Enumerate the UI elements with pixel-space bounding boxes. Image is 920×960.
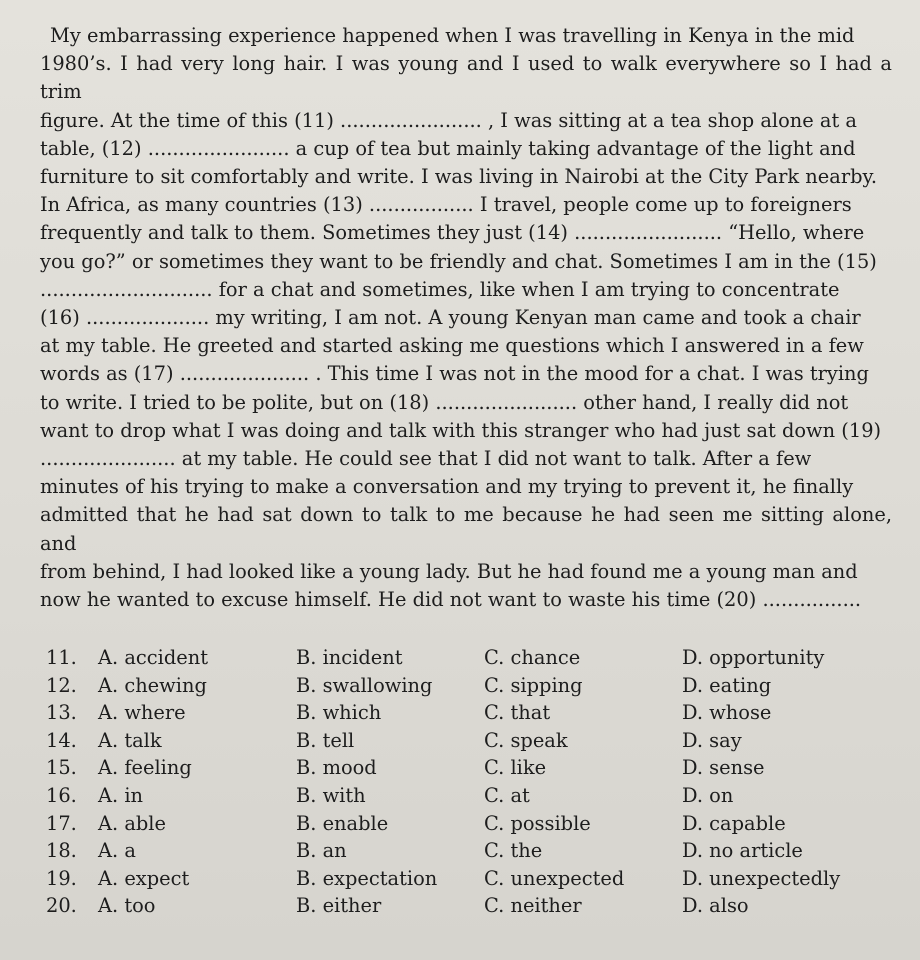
passage-line: figure. At the time of this (11) ....................... , I was sitting at a tea shop alone at a [40, 108, 857, 132]
question-number: 12. [46, 673, 77, 697]
question-number: 20. [46, 894, 77, 918]
passage-line: to write. I tried to be polite, but on (18) ....................... other hand, I really did not [40, 390, 849, 414]
option-c: C. possible [484, 811, 591, 835]
option-a: A. expect [98, 866, 190, 890]
option-a: A. talk [98, 728, 162, 752]
passage-line: 1980’s. I had very long hair. I was young and I used to walk everywhere so I had a trim [40, 52, 892, 104]
passage-line: minutes of his trying to make a conversation and my trying to prevent it, he finally [40, 475, 854, 499]
option-b: B. which [296, 701, 382, 725]
option-d: D. sense [682, 756, 765, 780]
option-a: A. too [98, 894, 156, 918]
question-number: 14. [46, 728, 77, 752]
question-number: 18. [46, 839, 77, 863]
question-row [46, 837, 886, 865]
option-c: C. like [484, 756, 547, 780]
question-row [46, 754, 886, 782]
cloze-passage [40, 22, 892, 614]
option-d: D. unexpectedly [682, 866, 841, 890]
passage-line: admitted that he had sat down to talk to me because he had seen me sitting alone, and [40, 503, 892, 555]
passage-line: ............................ for a chat and sometimes, like when I am trying to concentrate [40, 277, 840, 301]
option-d: D. opportunity [682, 646, 825, 669]
passage-line: want to drop what I was doing and talk with this stranger who had just sat down (19) [40, 418, 882, 442]
question-number: 11. [46, 646, 77, 669]
option-b: B. tell [296, 728, 355, 752]
option-a: A. accident [98, 646, 208, 669]
option-a: A. feeling [98, 756, 192, 780]
option-a: A. where [98, 701, 186, 725]
question-row [46, 865, 886, 893]
question-row [46, 782, 886, 810]
option-b: B. swallowing [296, 673, 433, 697]
option-d: D. also [682, 894, 749, 918]
option-d: D. eating [682, 673, 772, 697]
question-row [46, 699, 886, 727]
question-row [46, 727, 886, 755]
passage-line: at my table. He greeted and started asking me questions which I answered in a few [40, 334, 864, 358]
question-number: 17. [46, 811, 77, 835]
option-b: B. with [296, 783, 366, 807]
option-b: B. either [296, 894, 382, 918]
passage-line: (16) .................... my writing, I am not. A young Kenyan man came and took a chair [40, 306, 861, 330]
question-number: 19. [46, 866, 77, 890]
option-c: C. the [484, 839, 543, 863]
passage-line: furniture to sit comfortably and write. I was living in Nairobi at the City Park nearby. [40, 165, 878, 189]
question-number: 16. [46, 783, 77, 807]
question-row [46, 672, 886, 700]
option-b: B. enable [296, 811, 389, 835]
option-a: A. a [98, 839, 136, 863]
option-b: B. incident [296, 646, 403, 669]
option-b: B. mood [296, 756, 377, 780]
option-c: C. unexpected [484, 866, 625, 890]
option-d: D. no article [682, 839, 803, 863]
option-c: C. neither [484, 894, 582, 918]
question-number: 13. [46, 701, 77, 725]
option-c: C. speak [484, 728, 568, 752]
option-d: D. whose [682, 701, 772, 725]
option-c: C. that [484, 701, 551, 725]
question-row [46, 644, 886, 672]
passage-line: words as (17) ..................... . This time I was not in the mood for a chat. I was trying [40, 362, 869, 386]
question-number: 15. [46, 756, 77, 780]
option-d: D. say [682, 728, 742, 752]
passage-line: In Africa, as many countries (13) ................. I travel, people come up to foreigners [40, 193, 852, 217]
option-d: D. capable [682, 811, 786, 835]
passage-line: now he wanted to excuse himself. He did not want to waste his time (20) ................ [40, 588, 862, 612]
option-c: C. sipping [484, 673, 583, 697]
option-b: B. an [296, 839, 347, 863]
option-c: C. at [484, 783, 530, 807]
passage-line: My embarrassing experience happened when I was travelling in Kenya in the mid [50, 24, 855, 47]
option-c: C. chance [484, 646, 581, 669]
option-d: D. on [682, 783, 734, 807]
option-a: A. in [98, 783, 144, 807]
passage-line: from behind, I had looked like a young lady. But he had found me a young man and [40, 559, 858, 583]
question-row [46, 810, 886, 838]
passage-line: you go?” or sometimes they want to be friendly and chat. Sometimes I am in the (15) [40, 249, 877, 273]
option-a: A. chewing [98, 673, 207, 697]
option-b: B. expectation [296, 866, 438, 890]
passage-line: ...................... at my table. He could see that I did not want to talk. After a few [40, 447, 812, 471]
passage-line: frequently and talk to them. Sometimes they just (14) ........................ “Hello, where [40, 221, 865, 245]
passage-line: table, (12) ....................... a cup of tea but mainly taking advantage of the light and [40, 136, 856, 160]
option-a: A. able [98, 811, 166, 835]
question-row [46, 892, 886, 920]
answer-options [46, 644, 886, 920]
